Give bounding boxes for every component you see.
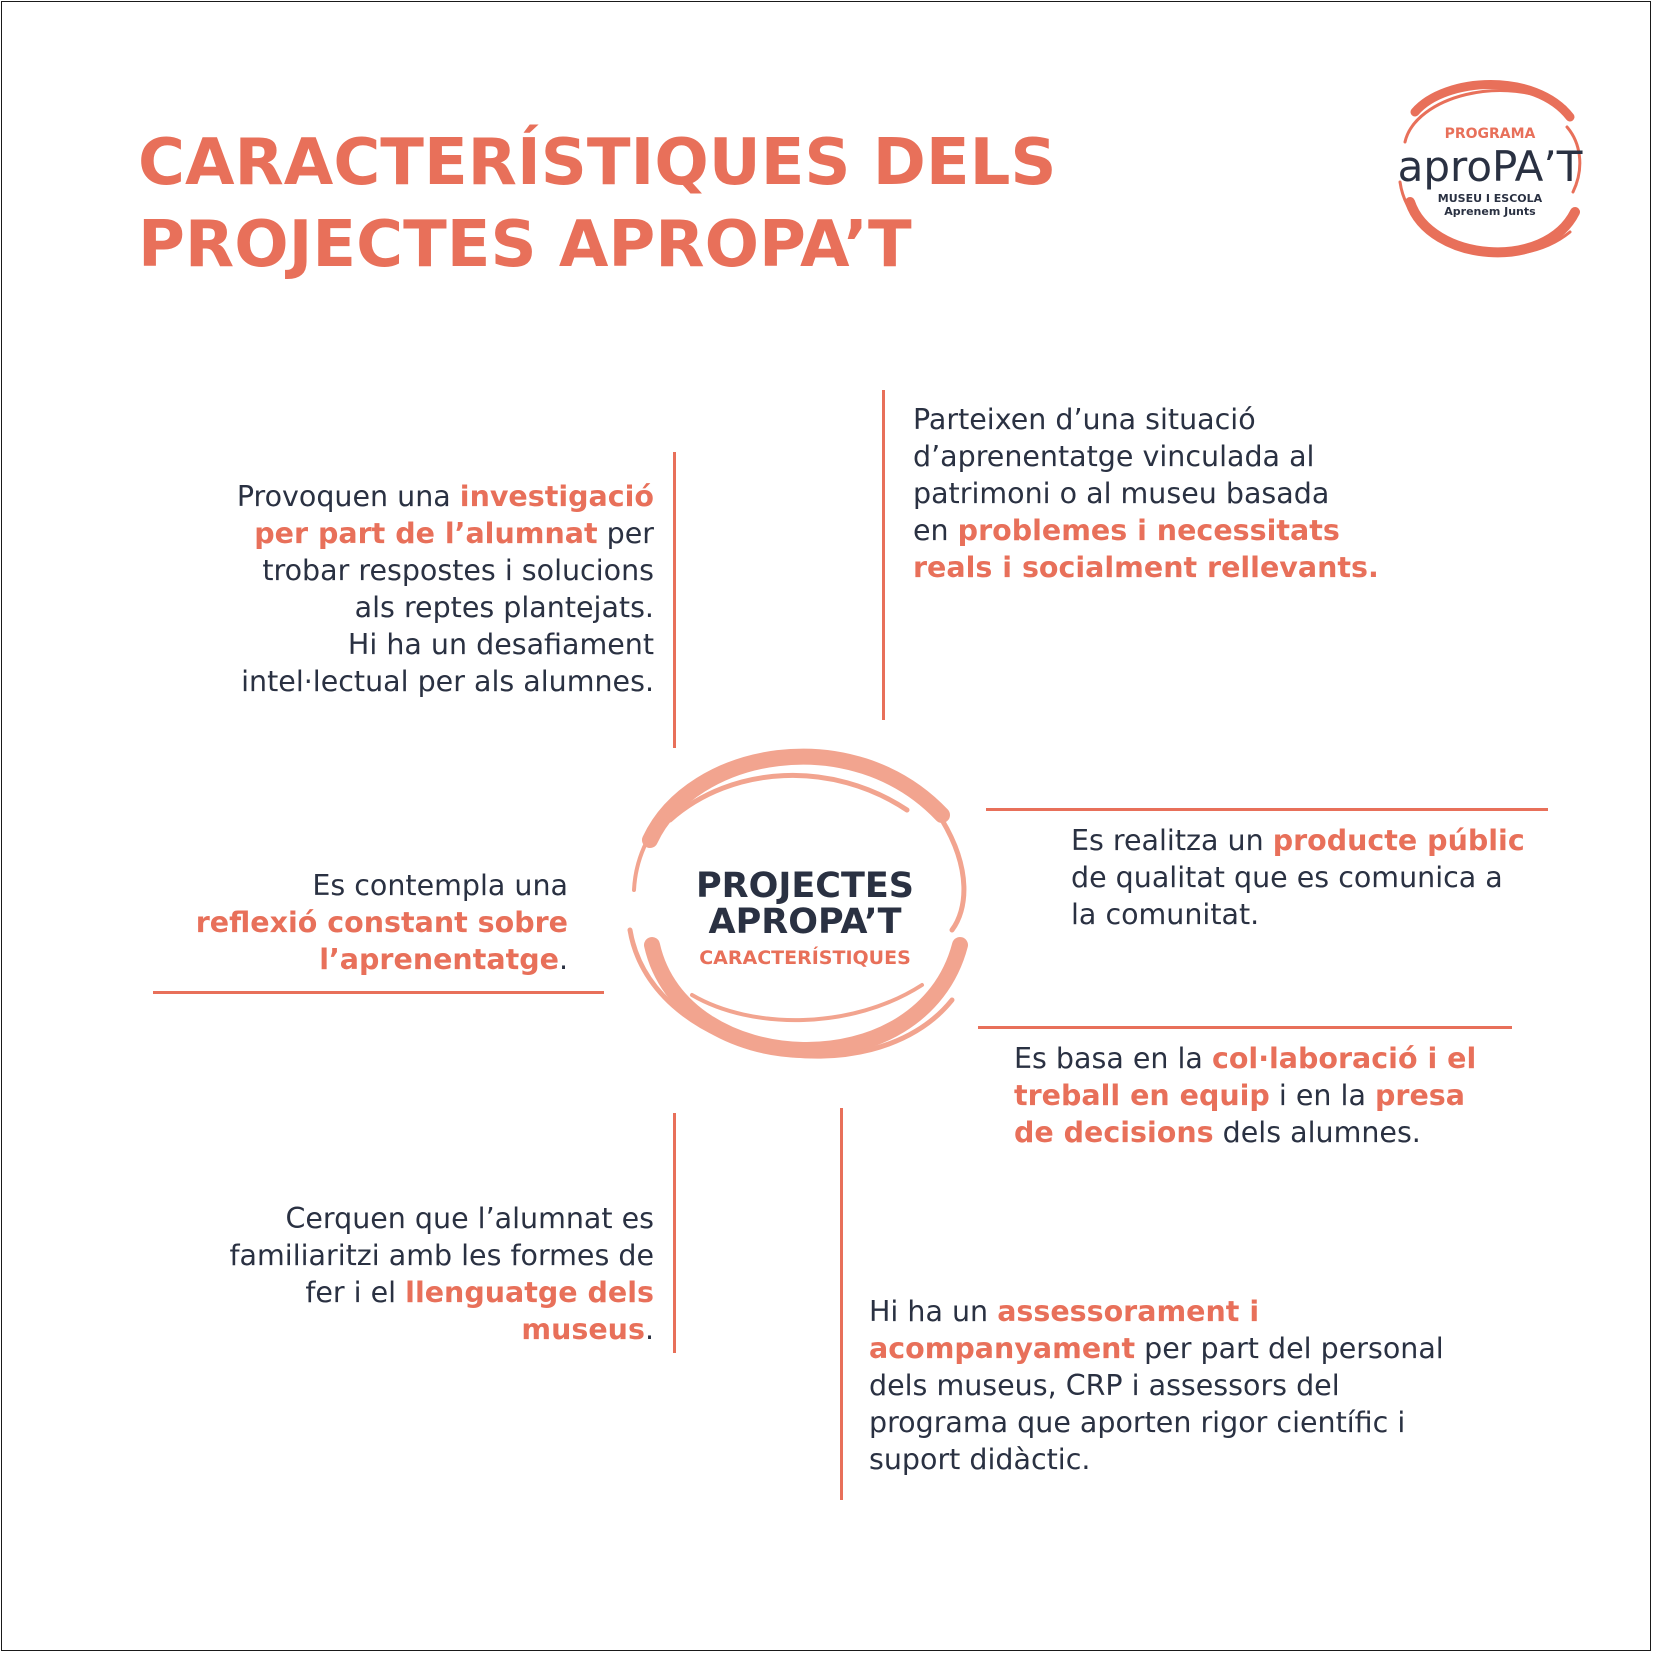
divider-mid-left [153,991,604,994]
investigacio-line: als reptes plantejats. [354,591,654,624]
producte-line: de qualitat que es comunica a [1071,861,1503,894]
situacio-line: patrimoni o al museu basada [913,477,1330,510]
feature-collaboracio [1014,1040,1476,1151]
situacio-line: d’aprenentatge vinculada al [913,440,1315,473]
center-subtitle: CARACTERÍSTIQUES [699,947,911,969]
llenguatge-line: museus. [521,1313,654,1346]
center-title [640,868,970,940]
divider-bottom-left [673,1113,676,1353]
investigacio-line: Hi ha un desafiament [347,628,654,661]
divider-mid-right-1 [986,808,1548,811]
investigacio-line: intel·lectual per als alumnes. [241,665,654,698]
situacio-line: en problemes i necessitats [913,514,1340,547]
llenguatge-line: familiaritzi amb les formes de [229,1239,654,1272]
feature-reflexio [196,867,568,978]
divider-bottom-right [840,1108,843,1500]
assessorament-line: suport didàctic. [869,1443,1091,1476]
collaboracio-line: treball en equip i en la presa [1014,1079,1465,1112]
producte-line: Es realitza un producte públic [1071,824,1525,857]
llenguatge-line: Cerquen que l’alumnat es [285,1202,654,1235]
investigacio-line: Provoquen una investigació [236,480,654,513]
divider-top-left [673,452,676,748]
logo-program-label: PROGRAMA [1444,126,1536,142]
reflexio-line: reflexió constant sobre [195,906,568,939]
llenguatge-line: fer i el llenguatge dels [305,1276,654,1309]
logo-tagline: Aprenem Junts [1444,205,1536,218]
divider-top-right [882,390,885,720]
logo-subtitle: MUSEU I ESCOLA [1437,192,1543,205]
investigacio-line: trobar respostes i solucions [262,554,654,587]
page-title [138,122,1057,286]
assessorament-line: programa que aporten rigor científic i [869,1406,1406,1439]
investigacio-line: per part de l’alumnat per [254,517,654,550]
center-title-line-1: PROJECTES [696,866,914,906]
center-title-line-2: APROPA’T [708,902,902,942]
situacio-line: Parteixen d’una situació [913,403,1256,436]
collaboracio-line: Es basa en la col·laboració i el [1014,1042,1477,1075]
feature-producte [1071,822,1525,933]
producte-line: la comunitat. [1071,898,1260,931]
feature-investigacio [237,478,654,700]
reflexio-line: Es contempla una [312,869,568,902]
situacio-line: reals i socialment rellevants. [913,551,1379,584]
apropat-logo [1385,72,1595,272]
assessorament-line: dels museus, CRP i assessors del [869,1369,1340,1402]
page-title-line-2: PROJECTES APROPA’T [138,208,912,282]
feature-assessorament [869,1293,1444,1478]
assessorament-line: Hi ha un assessorament i [869,1295,1260,1328]
page-title-line-1: CARACTERÍSTIQUES DELS [138,126,1057,200]
reflexio-line: l’aprenentatge. [319,943,568,976]
assessorament-line: acompanyament per part del personal [869,1332,1444,1365]
feature-situacio [913,401,1379,586]
feature-llenguatge [230,1200,654,1348]
collaboracio-line: de decisions dels alumnes. [1014,1116,1421,1149]
logo-name: aproPA’T [1397,142,1583,191]
divider-mid-right-2 [978,1026,1512,1029]
